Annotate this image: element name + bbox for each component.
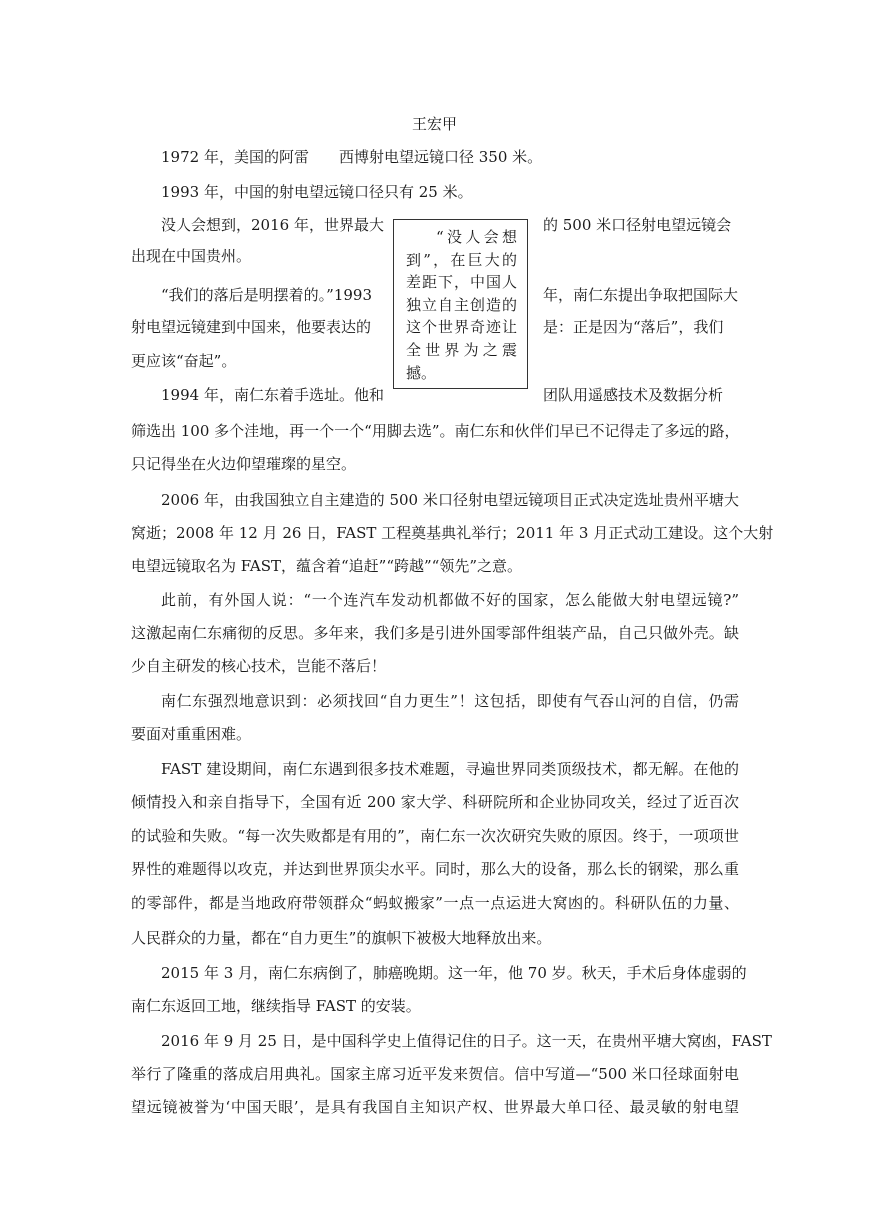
paragraph-line: 更应该“奋起”。 (131, 352, 237, 370)
text-fragment: 团队用遥感技术及数据分析 (543, 386, 724, 404)
paragraph-line: 南仁东强烈地意识到：必须找回“自力更生”！这包括，即使有气吞山河的自信，仍需 (161, 692, 739, 710)
paragraph-line: 要面对重重困难。 (131, 725, 252, 743)
text-fragment: 是：正是因为“落后”，我们 (543, 318, 724, 336)
paragraph-line: 南仁东返回工地，继续指导 FAST 的安装。 (131, 997, 421, 1015)
paragraph-line: 窝逝；2008 年 12 月 26 日，FAST 工程奠基典礼举行；2011 年 3 月正式动工建设。这个大射 (131, 524, 774, 542)
paragraph-line: 举行了隆重的落成启用典礼。国家主席习近平发来贺信。信中写道—“500 米口径球面射电 (131, 1065, 739, 1083)
text-fragment: 西博射电望远镜口径 350 米。 (339, 148, 543, 166)
paragraph-line: 射电望远镜建到中国来，他要表达的 (131, 318, 372, 336)
paragraph-line: 这激起南仁东痛彻的反思。多年来，我们多是引进外国零部件组装产品，自己只做外壳。缺 (131, 624, 739, 642)
paragraph-line: 出现在中国贵州。 (131, 247, 252, 265)
text-fragment: 1972 年，美国的阿雷 (161, 148, 309, 166)
paragraph-line: 电望远镜取名为 FAST，蕴含着“追赶”“跨越”“领先”之意。 (131, 557, 522, 575)
paragraph-line: 的零部件，都是当地政府带领群众“蚂蚁搬家”一点一点运进大窝凼的。科研队伍的力量、 (131, 894, 739, 912)
paragraph-line: “我们的落后是明摆着的。”1993 (161, 286, 373, 304)
paragraph-line: 人民群众的力量，都在“自力更生”的旗帜下被极大地释放出来。 (131, 929, 552, 947)
paragraph-line: 此前，有外国人说：“一个连汽车发动机都做不好的国家，怎么能做大射电望远镜?” (161, 591, 739, 609)
paragraph-line: 的试验和失败。“每一次失败都是有用的”，南仁东一次次研究失败的原因。终于，一项项世 (131, 827, 739, 845)
paragraph-line: 倾情投入和亲自指导下，全国有近 200 家大学、科研院所和企业协同攻关，经过了近百次 (131, 793, 739, 811)
paragraph-line: 2015 年 3 月，南仁东病倒了，肺癌晚期。这一年，他 70 岁。秋天，手术后身体虚弱的 (161, 964, 747, 982)
text-fragment: 的 500 米口径射电望远镜会 (543, 216, 732, 234)
paragraph-line: 1993 年，中国的射电望远镜口径只有 25 米。 (161, 183, 473, 201)
paragraph-line: FAST 建设期间，南仁东遇到很多技术难题，寻遍世界同类顶级技术，都无解。在他的 (161, 760, 739, 778)
paragraph-line: 1994 年，南仁东着手选址。他和 (161, 386, 384, 404)
author-name: 王宏甲 (411, 115, 457, 133)
paragraph-line: 少自主研发的核心技术，岂能不落后！ (131, 657, 387, 675)
paragraph-line: 界性的难题得以攻克，并达到世界顶尖水平。同时，那么大的设备，那么长的钢梁，那么重 (131, 860, 739, 878)
pull-quote-text: “没人会想到”，在巨大的差距下，中国人独立自主创造的这个世界奇迹让全世界为之震撼。 (406, 228, 517, 382)
paragraph-line: 没人会想到，2016 年，世界最大 (161, 216, 384, 234)
pull-quote-box (393, 219, 528, 389)
paragraph-line: 2016 年 9 月 25 日，是中国科学史上值得记住的日子。这一天，在贵州平塘大窝凼，FAST (161, 1032, 772, 1050)
paragraph-line: 望远镜被誉为‘中国天眼’，是具有我国自主知识产权、世界最大单口径、最灵敏的射电望 (131, 1098, 739, 1116)
paragraph-line: 筛选出 100 多个洼地，再一个一个“用脚去选”。南仁东和伙伴们早已不记得走了多远的路， (131, 422, 740, 440)
text-fragment: 年，南仁东提出争取把国际大 (543, 286, 739, 304)
paragraph-line: 2006 年，由我国独立自主建造的 500 米口径射电望远镜项目正式决定选址贵州平塘大 (161, 491, 739, 509)
paragraph-line: 只记得坐在火边仰望璀璨的星空。 (131, 455, 357, 473)
